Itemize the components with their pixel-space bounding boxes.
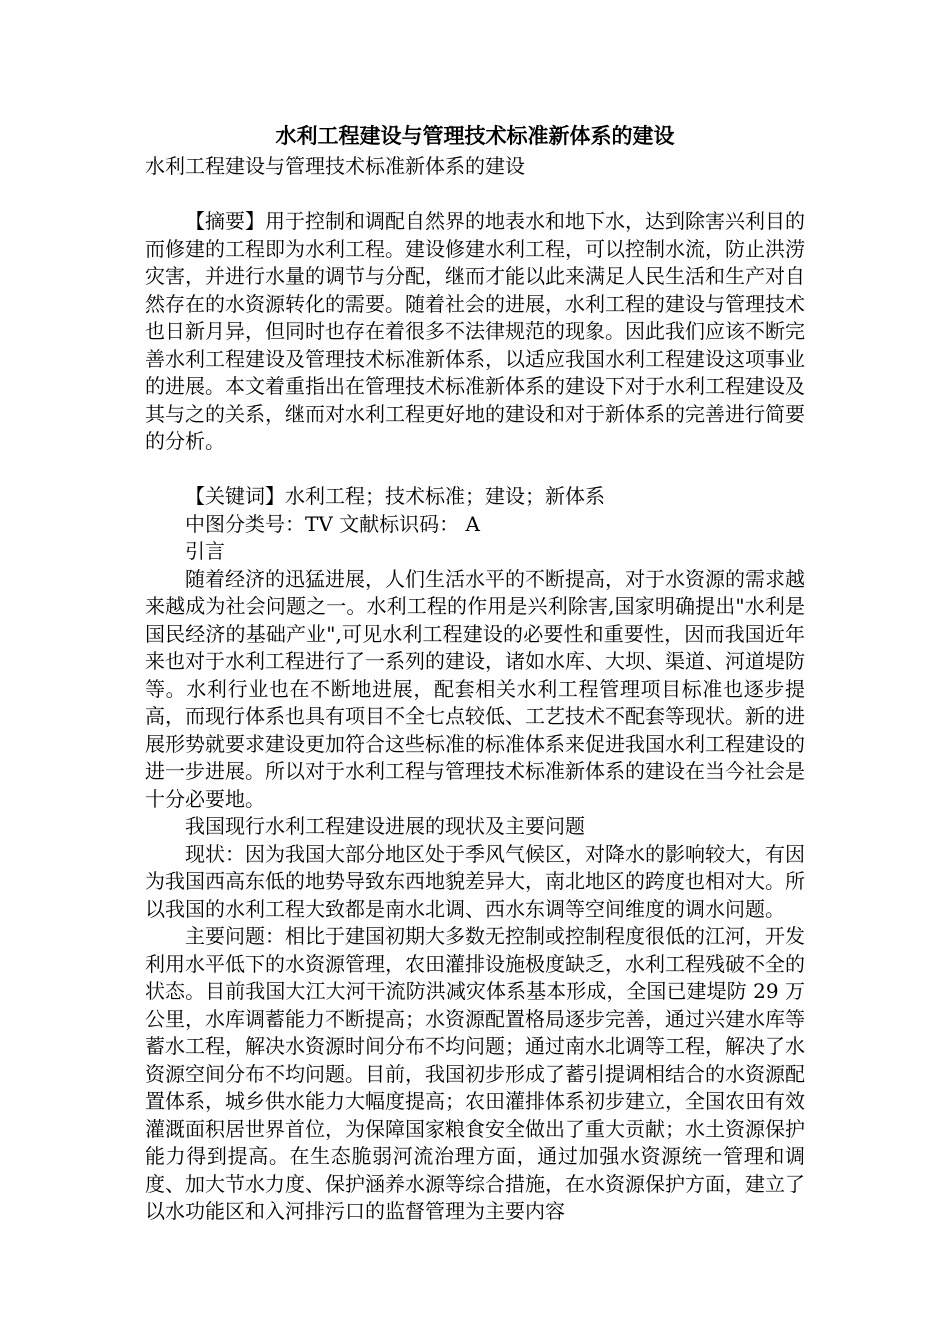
intro-heading: 引言 [185,539,225,563]
document-subtitle: 水利工程建设与管理技术标准新体系的建设 [145,154,525,178]
abstract-paragraph: 【摘要】用于控制和调配自然界的地表水和地下水，达到除害兴利目的而修建的工程即为水利工程。建设修建水利工程，可以控制水流，防止洪涝灾害，并进行水量的调节与分配，继而才能以此来满足人民生活和生产对自然存在的水资源转化的需要。随着社会的进展，水利工程的建设与管理技术也日新月异，但同时也存在着很多不法律规范的现象。因此我们应该不断完善水利工程建设及管理技术标准新体系，以适应我国水利工程建设这项事业的进展。本文着重指出在管理技术标准新体系的建设下对于水利工程建设及其与之的关系，继而对水利工程更好地的建设和对于新体系的完善进行简要的分析。 [145,209,805,453]
status-paragraph: 现状：因为我国大部分地区处于季风气候区，对降水的影响较大，有因为我国西高东低的地势导致东西地貌差异大，南北地区的跨度也相对大。所以我国的水利工程大致都是南水北调、西水东调等空间维度的调水问题。 [145,841,805,921]
document-title: 水利工程建设与管理技术标准新体系的建设 [275,124,675,148]
classification-line: 中图分类号：TV 文献标识码： A [185,511,480,536]
intro-paragraph: 随着经济的迅猛进展，人们生活水平的不断提高，对于水资源的需求越来越成为社会问题之一。水利工程的作用是兴利除害,国家明确提出"水利是国民经济的基础产业",可见水利工程建设的必要性和重要性，因而我国近年来也对于水利工程进行了一系列的建设，诸如水库、大坝、渠道、河道堤防等。水利行业也在不断地进展，配套相关水利工程管理项目标准也逐步提高，而现行体系也具有项目不全七点较低、工艺技术不配套等现状。新的进展形势就要求建设更加符合这些标准的标准体系来促进我国水利工程建设的进一步进展。所以对于水利工程与管理技术标准新体系的建设在当今社会是十分必要地。 [145,566,805,811]
keywords-line: 【关键词】水利工程；技术标准；建设；新体系 [185,484,605,508]
problems-paragraph: 主要问题：相比于建国初期大多数无控制或控制程度很低的江河，开发利用水平低下的水资源管理，农田灌排设施极度缺乏，水利工程残破不全的状态。目前我国大江大河干流防洪减灾体系基本形成，全国已建堤防 29 万公里，水库调蓄能力不断提高；水资源配置格局逐步完善，通过兴建水库等蓄水工程，解决水资源时间分布不均问题；通过南水北调等工程，解决了水资源空间分布不均问题。目前，我国初步形成了蓄引提调相结合的水资源配置体系，城乡供水能力大幅度提高；农田灌排体系初步建立，全国农田有效灌溉面积居世界首位，为保障国家粮食安全做出了重大贡献；水土资源保护能力得到提高。在生态脆弱河流治理方面，通过加强水资源统一管理和调度、加大节水力度、保护涵养水源等综合措施，在水资源保护方面，建立了以水功能区和入河排污口的监督管理为主要内容 [145,924,805,1223]
section-heading: 我国现行水利工程建设进展的现状及主要问题 [185,814,585,838]
document-page [145,120,805,1226]
